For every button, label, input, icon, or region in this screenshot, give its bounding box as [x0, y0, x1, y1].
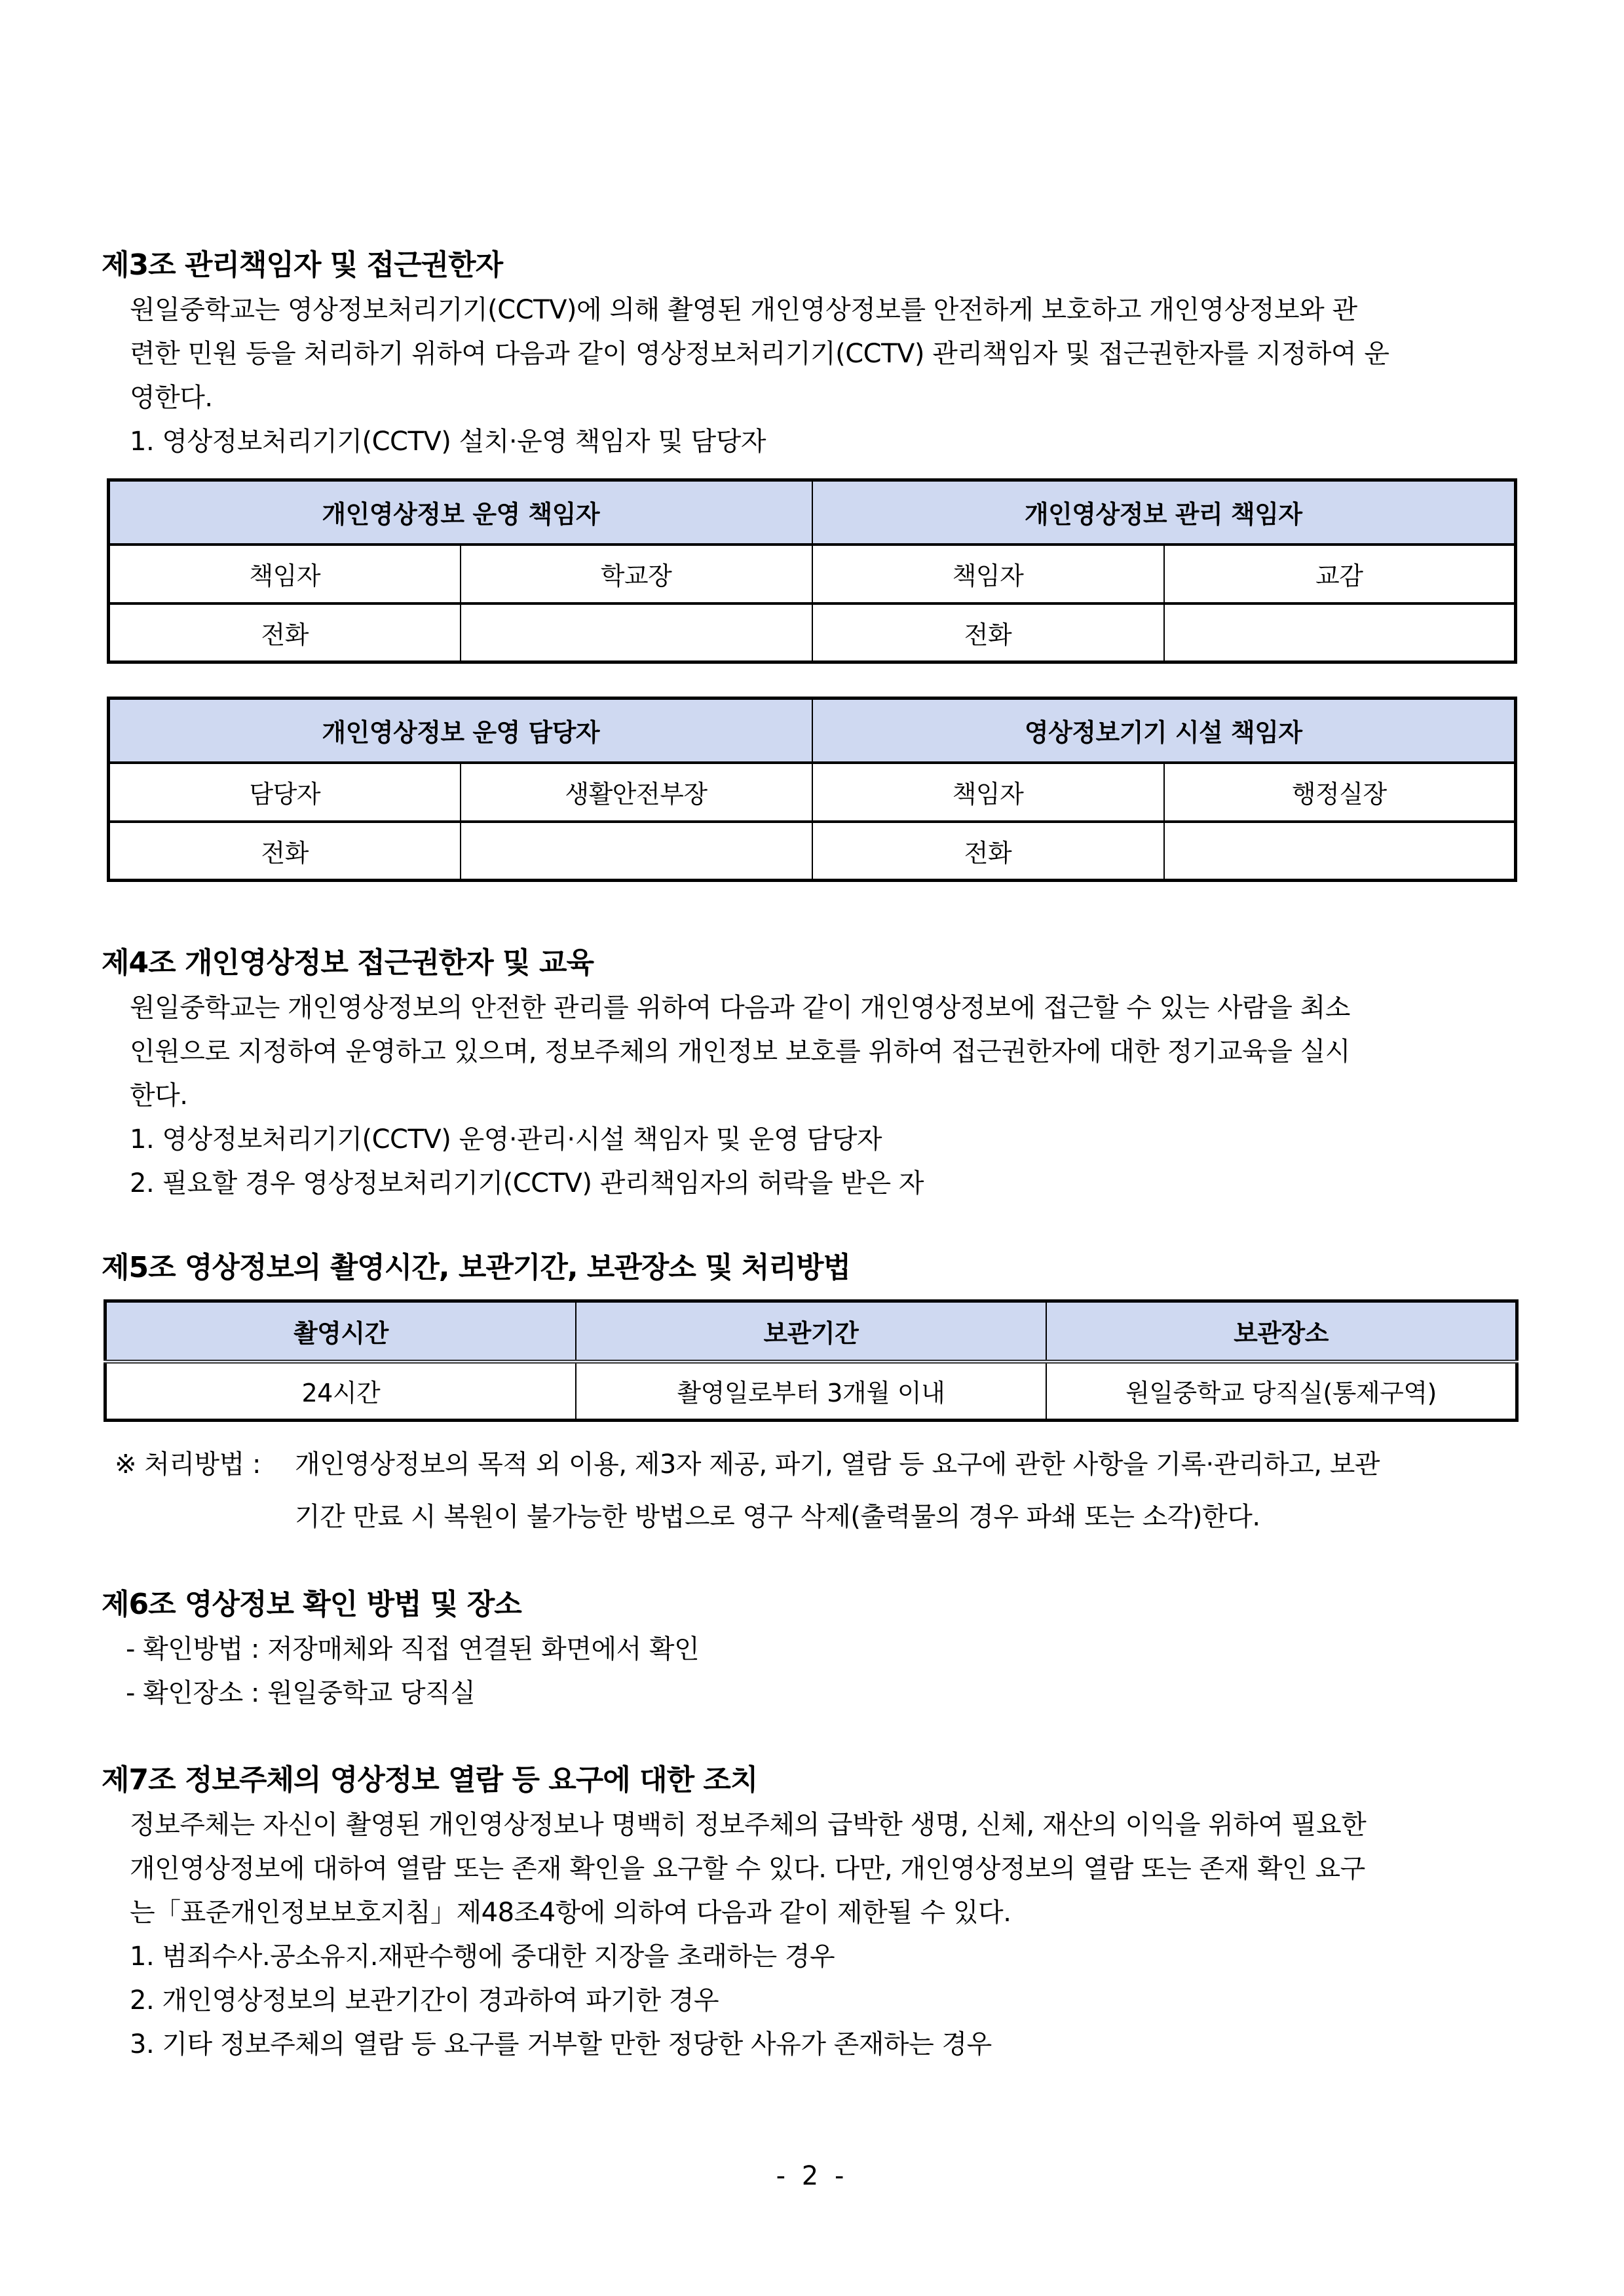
article-3-body-line-3: 영한다. [130, 383, 213, 413]
table-cell: 책임자 [812, 545, 1164, 603]
table-header-management-manager: 개인영상정보 관리 책임자 [812, 480, 1516, 545]
article-4-title: 제4조 개인영상정보 접근권한자 및 교육 [102, 946, 594, 980]
table-header-operation-staff: 개인영상정보 운영 담당자 [109, 698, 812, 763]
table-cell: 학교장 [461, 545, 812, 603]
article-6-item-2: - 확인장소 : 원일중학교 당직실 [126, 1678, 476, 1708]
processing-method-note [115, 1438, 1380, 1543]
page-number: - 2 - [776, 2161, 848, 2191]
note-line-1: 개인영상정보의 목적 외 이용, 제3자 제공, 파기, 열람 등 요구에 관한 사항을 기록·관리하고, 보관 [295, 1449, 1380, 1480]
article-6-item-1: - 확인방법 : 저장매체와 직접 연결된 화면에서 확인 [126, 1634, 700, 1664]
table-cell: 전화 [109, 603, 461, 662]
article-7-title: 제7조 정보주체의 영상정보 열람 등 요구에 대한 조치 [102, 1763, 758, 1797]
table-cell: 책임자 [812, 763, 1164, 822]
note-line-2: 기간 만료 시 복원이 불가능한 방법으로 영구 삭제(출력물의 경우 파쇄 또는 소각)한다. [295, 1502, 1260, 1532]
article-3-title: 제3조 관리책임자 및 접근권한자 [102, 248, 503, 282]
article-4-item-2: 2. 필요할 경우 영상정보처리기기(CCTV) 관리책임자의 허락을 받은 자 [130, 1168, 924, 1198]
article-4-item-1: 1. 영상정보처리기기(CCTV) 운영·관리·시설 책임자 및 운영 담당자 [130, 1124, 882, 1155]
table-cell-recording-time: 24시간 [105, 1362, 576, 1421]
table-cell: 전화 [109, 822, 461, 881]
table-cell-phone-value [1164, 603, 1516, 662]
table-header-retention-period: 보관기간 [576, 1301, 1046, 1362]
table-cell-phone-value [461, 822, 812, 881]
note-label: ※ 처리방법 : [115, 1449, 261, 1480]
table-cell: 전화 [812, 822, 1164, 881]
table-cell-storage-location: 원일중학교 당직실(통제구역) [1046, 1362, 1517, 1421]
table-cell: 전화 [812, 603, 1164, 662]
article-3-body-line-2: 련한 민원 등을 처리하기 위하여 다음과 같이 영상정보처리기기(CCTV) 관리책임자 및 접근권한자를 지정하여 운 [130, 339, 1389, 369]
table-cell: 행정실장 [1164, 763, 1516, 822]
table-cell: 담당자 [109, 763, 461, 822]
table-cell-phone-value [1164, 822, 1516, 881]
article-7-item-1: 1. 범죄수사.공소유지.재판수행에 중대한 지장을 초래하는 경우 [130, 1942, 835, 1972]
article-5-title: 제5조 영상정보의 촬영시간, 보관기간, 보관장소 및 처리방법 [102, 1251, 851, 1284]
table-header-storage-location: 보관장소 [1046, 1301, 1517, 1362]
article-7-item-3: 3. 기타 정보주체의 열람 등 요구를 거부할 만한 정당한 사유가 존재하는 경우 [130, 2029, 992, 2059]
responsible-persons-table-1 [107, 478, 1517, 664]
table-cell-phone-value [461, 603, 812, 662]
table-cell: 생활안전부장 [461, 763, 812, 822]
table-header-facility-manager: 영상정보기기 시설 책임자 [812, 698, 1516, 763]
article-3-item-1: 1. 영상정보처리기기(CCTV) 설치·운영 책임자 및 담당자 [130, 427, 766, 457]
article-7-body-line-3: 는「표준개인정보보호지침」제48조4항에 의하여 다음과 같이 제한될 수 있다. [130, 1898, 1011, 1928]
article-4-body-line-2: 인원으로 지정하여 운영하고 있으며, 정보주체의 개인정보 보호를 위하여 접근권한자에 대한 정기교육을 실시 [130, 1037, 1350, 1067]
responsible-persons-table-2 [107, 697, 1517, 882]
article-4-body-line-1: 원일중학교는 개인영상정보의 안전한 관리를 위하여 다음과 같이 개인영상정보에 접근할 수 있는 사람을 최소 [130, 993, 1350, 1023]
table-header-operation-manager: 개인영상정보 운영 책임자 [109, 480, 812, 545]
table-cell: 책임자 [109, 545, 461, 603]
article-7-body-line-2: 개인영상정보에 대하여 열람 또는 존재 확인을 요구할 수 있다. 다만, 개인영상정보의 열람 또는 존재 확인 요구 [130, 1854, 1365, 1884]
article-7-body-line-1: 정보주체는 자신이 촬영된 개인영상정보나 명백히 정보주체의 급박한 생명, 신체, 재산의 이익을 위하여 필요한 [130, 1810, 1367, 1840]
article-6-title: 제6조 영상정보 확인 방법 및 장소 [102, 1588, 521, 1621]
article-3-body-line-1: 원일중학교는 영상정보처리기기(CCTV)에 의해 촬영된 개인영상정보를 안전하게 보호하고 개인영상정보와 관 [130, 295, 1357, 325]
table-cell: 교감 [1164, 545, 1516, 603]
article-4-body-line-3: 한다. [130, 1081, 188, 1111]
table-cell-retention-period: 촬영일로부터 3개월 이내 [576, 1362, 1046, 1421]
retention-table [104, 1299, 1519, 1422]
table-header-recording-time: 촬영시간 [105, 1301, 576, 1362]
article-7-item-2: 2. 개인영상정보의 보관기간이 경과하여 파기한 경우 [130, 1985, 719, 2016]
